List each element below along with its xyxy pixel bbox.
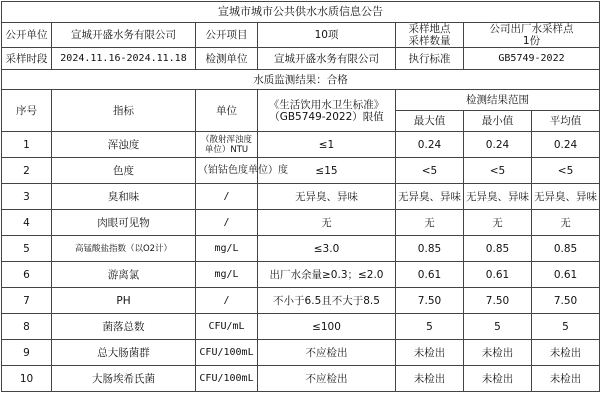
- row-indicator: 臭和味: [52, 184, 196, 210]
- unit-label: 公开单位: [2, 23, 52, 48]
- row-unit: （散射浑浊度单位）NTU: [196, 132, 258, 158]
- row-no: 2: [2, 158, 52, 184]
- row-indicator: 浑浊度: [52, 132, 196, 158]
- table-row: [2, 262, 600, 288]
- row-avg: 无异臭、异味: [532, 184, 600, 210]
- row-unit: /: [196, 210, 258, 236]
- row-no: 1: [2, 132, 52, 158]
- row-indicator: 总大肠菌群: [52, 340, 196, 366]
- row-min: 无: [464, 210, 532, 236]
- row-indicator: 色度: [52, 158, 196, 184]
- row-limit: 无: [258, 210, 396, 236]
- row-avg: 无: [532, 210, 600, 236]
- header-unit: 单位: [196, 90, 258, 132]
- row-avg: 0.85: [532, 236, 600, 262]
- table-row: [2, 366, 600, 392]
- table-row: [2, 288, 600, 314]
- row-no: 6: [2, 262, 52, 288]
- row-limit: ≤1: [258, 132, 396, 158]
- table-row: [2, 132, 600, 158]
- row-no: 10: [2, 366, 52, 392]
- row-min: 7.50: [464, 288, 532, 314]
- project-label: 公开项目: [196, 23, 258, 48]
- row-max: 未检出: [396, 340, 464, 366]
- row-max: 未检出: [396, 366, 464, 392]
- water-quality-notice: [1, 1, 599, 404]
- row-limit: ≤15: [258, 158, 396, 184]
- row-avg: <5: [532, 158, 600, 184]
- row-limit: 不小于6.5且不大于8.5: [258, 288, 396, 314]
- row-indicator: 肉眼可见物: [52, 210, 196, 236]
- row-limit: 不应检出: [258, 340, 396, 366]
- row-no: 4: [2, 210, 52, 236]
- row-min: 5: [464, 314, 532, 340]
- row-unit: CFU/100mL: [196, 366, 258, 392]
- row-avg: 0.61: [532, 262, 600, 288]
- header-max: 最大值: [396, 111, 464, 132]
- row-min: 未检出: [464, 366, 532, 392]
- row-unit: （铂钴色度单位）度: [196, 158, 258, 184]
- page-title: 宣城市城市公共供水水质信息公告: [2, 2, 600, 23]
- info-row-2: [2, 48, 600, 70]
- row-unit: /: [196, 184, 258, 210]
- result-line: 水质监测结果：合格: [2, 70, 600, 90]
- row-avg: 未检出: [532, 366, 600, 392]
- row-avg: 7.50: [532, 288, 600, 314]
- row-max: <5: [396, 158, 464, 184]
- row-indicator: 高锰酸盐指数（以O2计）: [52, 236, 196, 262]
- row-no: 9: [2, 340, 52, 366]
- standard-value: GB5749-2022: [464, 48, 600, 70]
- row-indicator: 菌落总数: [52, 314, 196, 340]
- unit-value: 宣城开盛水务有限公司: [52, 23, 196, 48]
- row-limit: 无异臭、异味: [258, 184, 396, 210]
- row-min: 0.85: [464, 236, 532, 262]
- period-value: 2024.11.16-2024.11.18: [52, 48, 196, 70]
- sample-points-label: 采样地点 采样数量: [396, 23, 464, 48]
- table-row: [2, 340, 600, 366]
- header-limit: 《生活饮用水卫生标准》 （GB5749-2022）限值: [258, 90, 396, 132]
- row-limit: 出厂水余量≥0.3；≤2.0: [258, 262, 396, 288]
- row-max: 0.61: [396, 262, 464, 288]
- table-body: [2, 132, 600, 392]
- row-max: 无异臭、异味: [396, 184, 464, 210]
- row-avg: 0.24: [532, 132, 600, 158]
- info-row-1: [2, 23, 600, 48]
- row-indicator: PH: [52, 288, 196, 314]
- row-min: 0.24: [464, 132, 532, 158]
- row-min: 0.61: [464, 262, 532, 288]
- standard-label: 执行标准: [396, 48, 464, 70]
- row-min: 无异臭、异味: [464, 184, 532, 210]
- result-row: [2, 70, 600, 90]
- row-indicator: 游离氯: [52, 262, 196, 288]
- sample-points-value: 公司出厂水采样点 1份: [464, 23, 600, 48]
- header-indicator: 指标: [52, 90, 196, 132]
- row-limit: ≤3.0: [258, 236, 396, 262]
- row-max: 无: [396, 210, 464, 236]
- row-max: 7.50: [396, 288, 464, 314]
- row-indicator: 大肠埃希氏菌: [52, 366, 196, 392]
- header-avg: 平均值: [532, 111, 600, 132]
- row-unit: /: [196, 288, 258, 314]
- table-row: [2, 184, 600, 210]
- project-value: 10项: [258, 23, 396, 48]
- period-label: 采样时段: [2, 48, 52, 70]
- table-row: [2, 158, 600, 184]
- row-min: <5: [464, 158, 532, 184]
- row-min: 未检出: [464, 340, 532, 366]
- row-limit: ≤100: [258, 314, 396, 340]
- header-range: 检测结果范围: [396, 90, 600, 111]
- row-no: 5: [2, 236, 52, 262]
- row-unit: mg/L: [196, 236, 258, 262]
- detect-label: 检测单位: [196, 48, 258, 70]
- row-max: 0.85: [396, 236, 464, 262]
- row-max: 5: [396, 314, 464, 340]
- table-row: [2, 236, 600, 262]
- row-avg: 5: [532, 314, 600, 340]
- row-unit: CFU/mL: [196, 314, 258, 340]
- header-no: 序号: [2, 90, 52, 132]
- detect-value: 宣城开盛水务有限公司: [258, 48, 396, 70]
- row-unit: CFU/100mL: [196, 340, 258, 366]
- row-no: 3: [2, 184, 52, 210]
- title-row: [2, 2, 600, 23]
- row-unit: mg/L: [196, 262, 258, 288]
- header-min: 最小值: [464, 111, 532, 132]
- row-avg: 未检出: [532, 340, 600, 366]
- row-limit: 不应检出: [258, 366, 396, 392]
- row-no: 7: [2, 288, 52, 314]
- table-row: [2, 210, 600, 236]
- header-row-1: [2, 90, 600, 111]
- table-row: [2, 314, 600, 340]
- row-max: 0.24: [396, 132, 464, 158]
- notice-table: [1, 1, 600, 392]
- row-no: 8: [2, 314, 52, 340]
